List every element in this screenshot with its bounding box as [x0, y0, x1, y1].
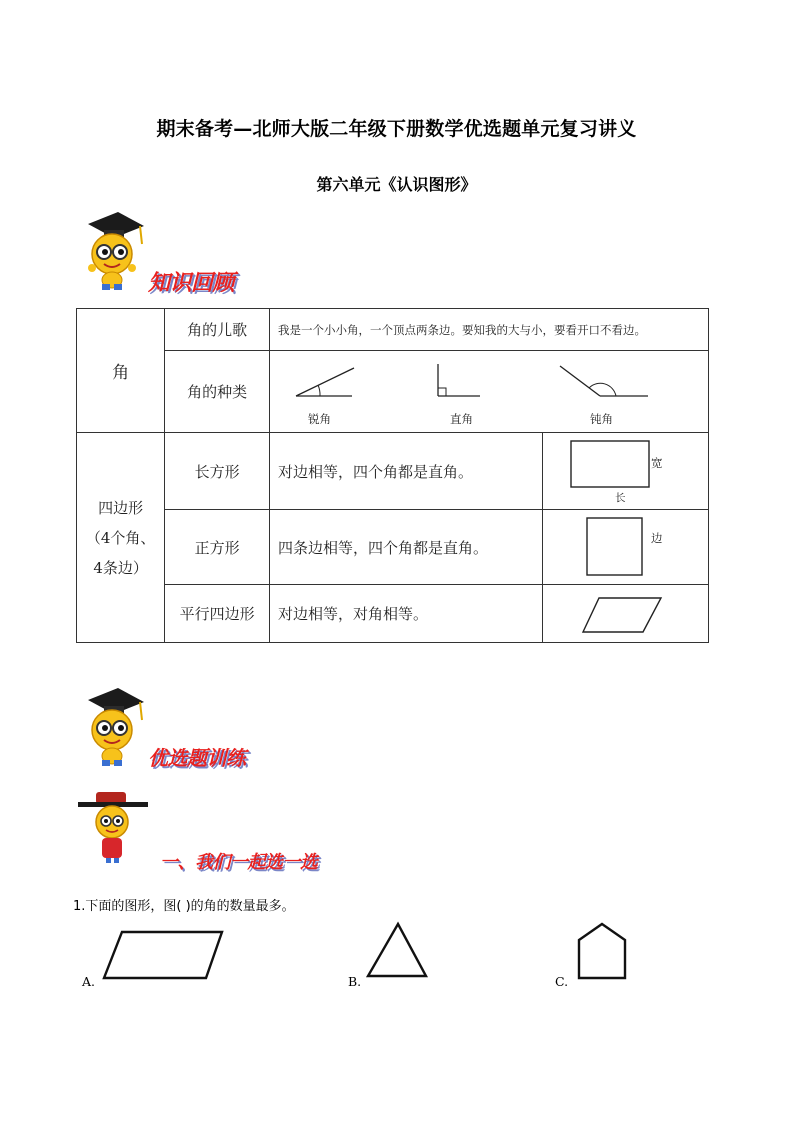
option-b-triangle: [364, 920, 430, 980]
knowledge-table: [76, 308, 709, 643]
part-one-banner: 一、我们一起选一选: [160, 852, 318, 873]
parallelogram-label: 平行四边形: [165, 585, 270, 643]
graduate-mascot-icon: [74, 210, 146, 292]
quad-group-line2: （4个角、: [85, 528, 156, 547]
option-c-pentagon: [575, 920, 631, 982]
square-side-label: 边: [650, 531, 663, 545]
quad-group-line3: 4条边）: [93, 558, 148, 577]
angle-kinds-cell: [270, 351, 709, 433]
graduate-mascot-icon: [74, 686, 146, 768]
angle-kinds-diagram: [270, 352, 706, 432]
angle-song-label: 角的儿歌: [165, 309, 270, 351]
square-figure: [543, 510, 708, 584]
angle-group-cell: 角: [77, 309, 165, 433]
quadrilateral-group-cell: [77, 433, 165, 643]
rectangle-label: 长方形: [165, 433, 270, 510]
angle-kinds-label: 角的种类: [165, 351, 270, 433]
acute-angle-shape: [296, 368, 354, 396]
right-angle-shape: [438, 364, 480, 396]
rectangle-width-label: 宽: [650, 456, 663, 470]
parallelogram-figure-cell: [542, 585, 708, 643]
option-a-parallelogram: [100, 928, 228, 982]
parallelogram-desc: 对边相等，对角相等。: [270, 585, 543, 643]
unit-subtitle: 第六单元《认识图形》: [316, 175, 477, 194]
official-mascot-icon: [74, 788, 152, 864]
rectangle-figure-cell: [542, 433, 708, 510]
angle-song-text: 我是一个小小角，一个顶点两条边。要知我的大与小，要看开口不看边。: [270, 309, 709, 351]
knowledge-review-banner: 知识回顾: [148, 271, 235, 296]
obtuse-angle-shape: [560, 366, 648, 396]
rectangle-figure: [543, 433, 708, 509]
practice-banner: 优选题训练: [148, 746, 246, 770]
option-b-label: B.: [348, 974, 362, 989]
option-a-label: A.: [82, 974, 96, 989]
parallelogram-figure: [543, 586, 708, 642]
acute-angle-label: 锐角: [308, 412, 332, 426]
page-title: 期末备考—北师大版二年级下册数学优选题单元复习讲义: [156, 118, 637, 140]
option-c-label: C.: [555, 974, 569, 989]
square-label: 正方形: [165, 510, 270, 585]
question-1-text: 1.下面的图形，图( )的角的数量最多。: [73, 899, 295, 914]
rectangle-length-label: 长: [614, 492, 626, 504]
right-angle-label: 直角: [450, 412, 474, 426]
square-figure-cell: [542, 510, 708, 585]
quad-group-line1: 四边形: [98, 498, 144, 517]
square-desc: 四条边相等，四个角都是直角。: [270, 510, 543, 585]
obtuse-angle-label: 钝角: [590, 412, 614, 426]
rectangle-desc: 对边相等，四个角都是直角。: [270, 433, 543, 510]
